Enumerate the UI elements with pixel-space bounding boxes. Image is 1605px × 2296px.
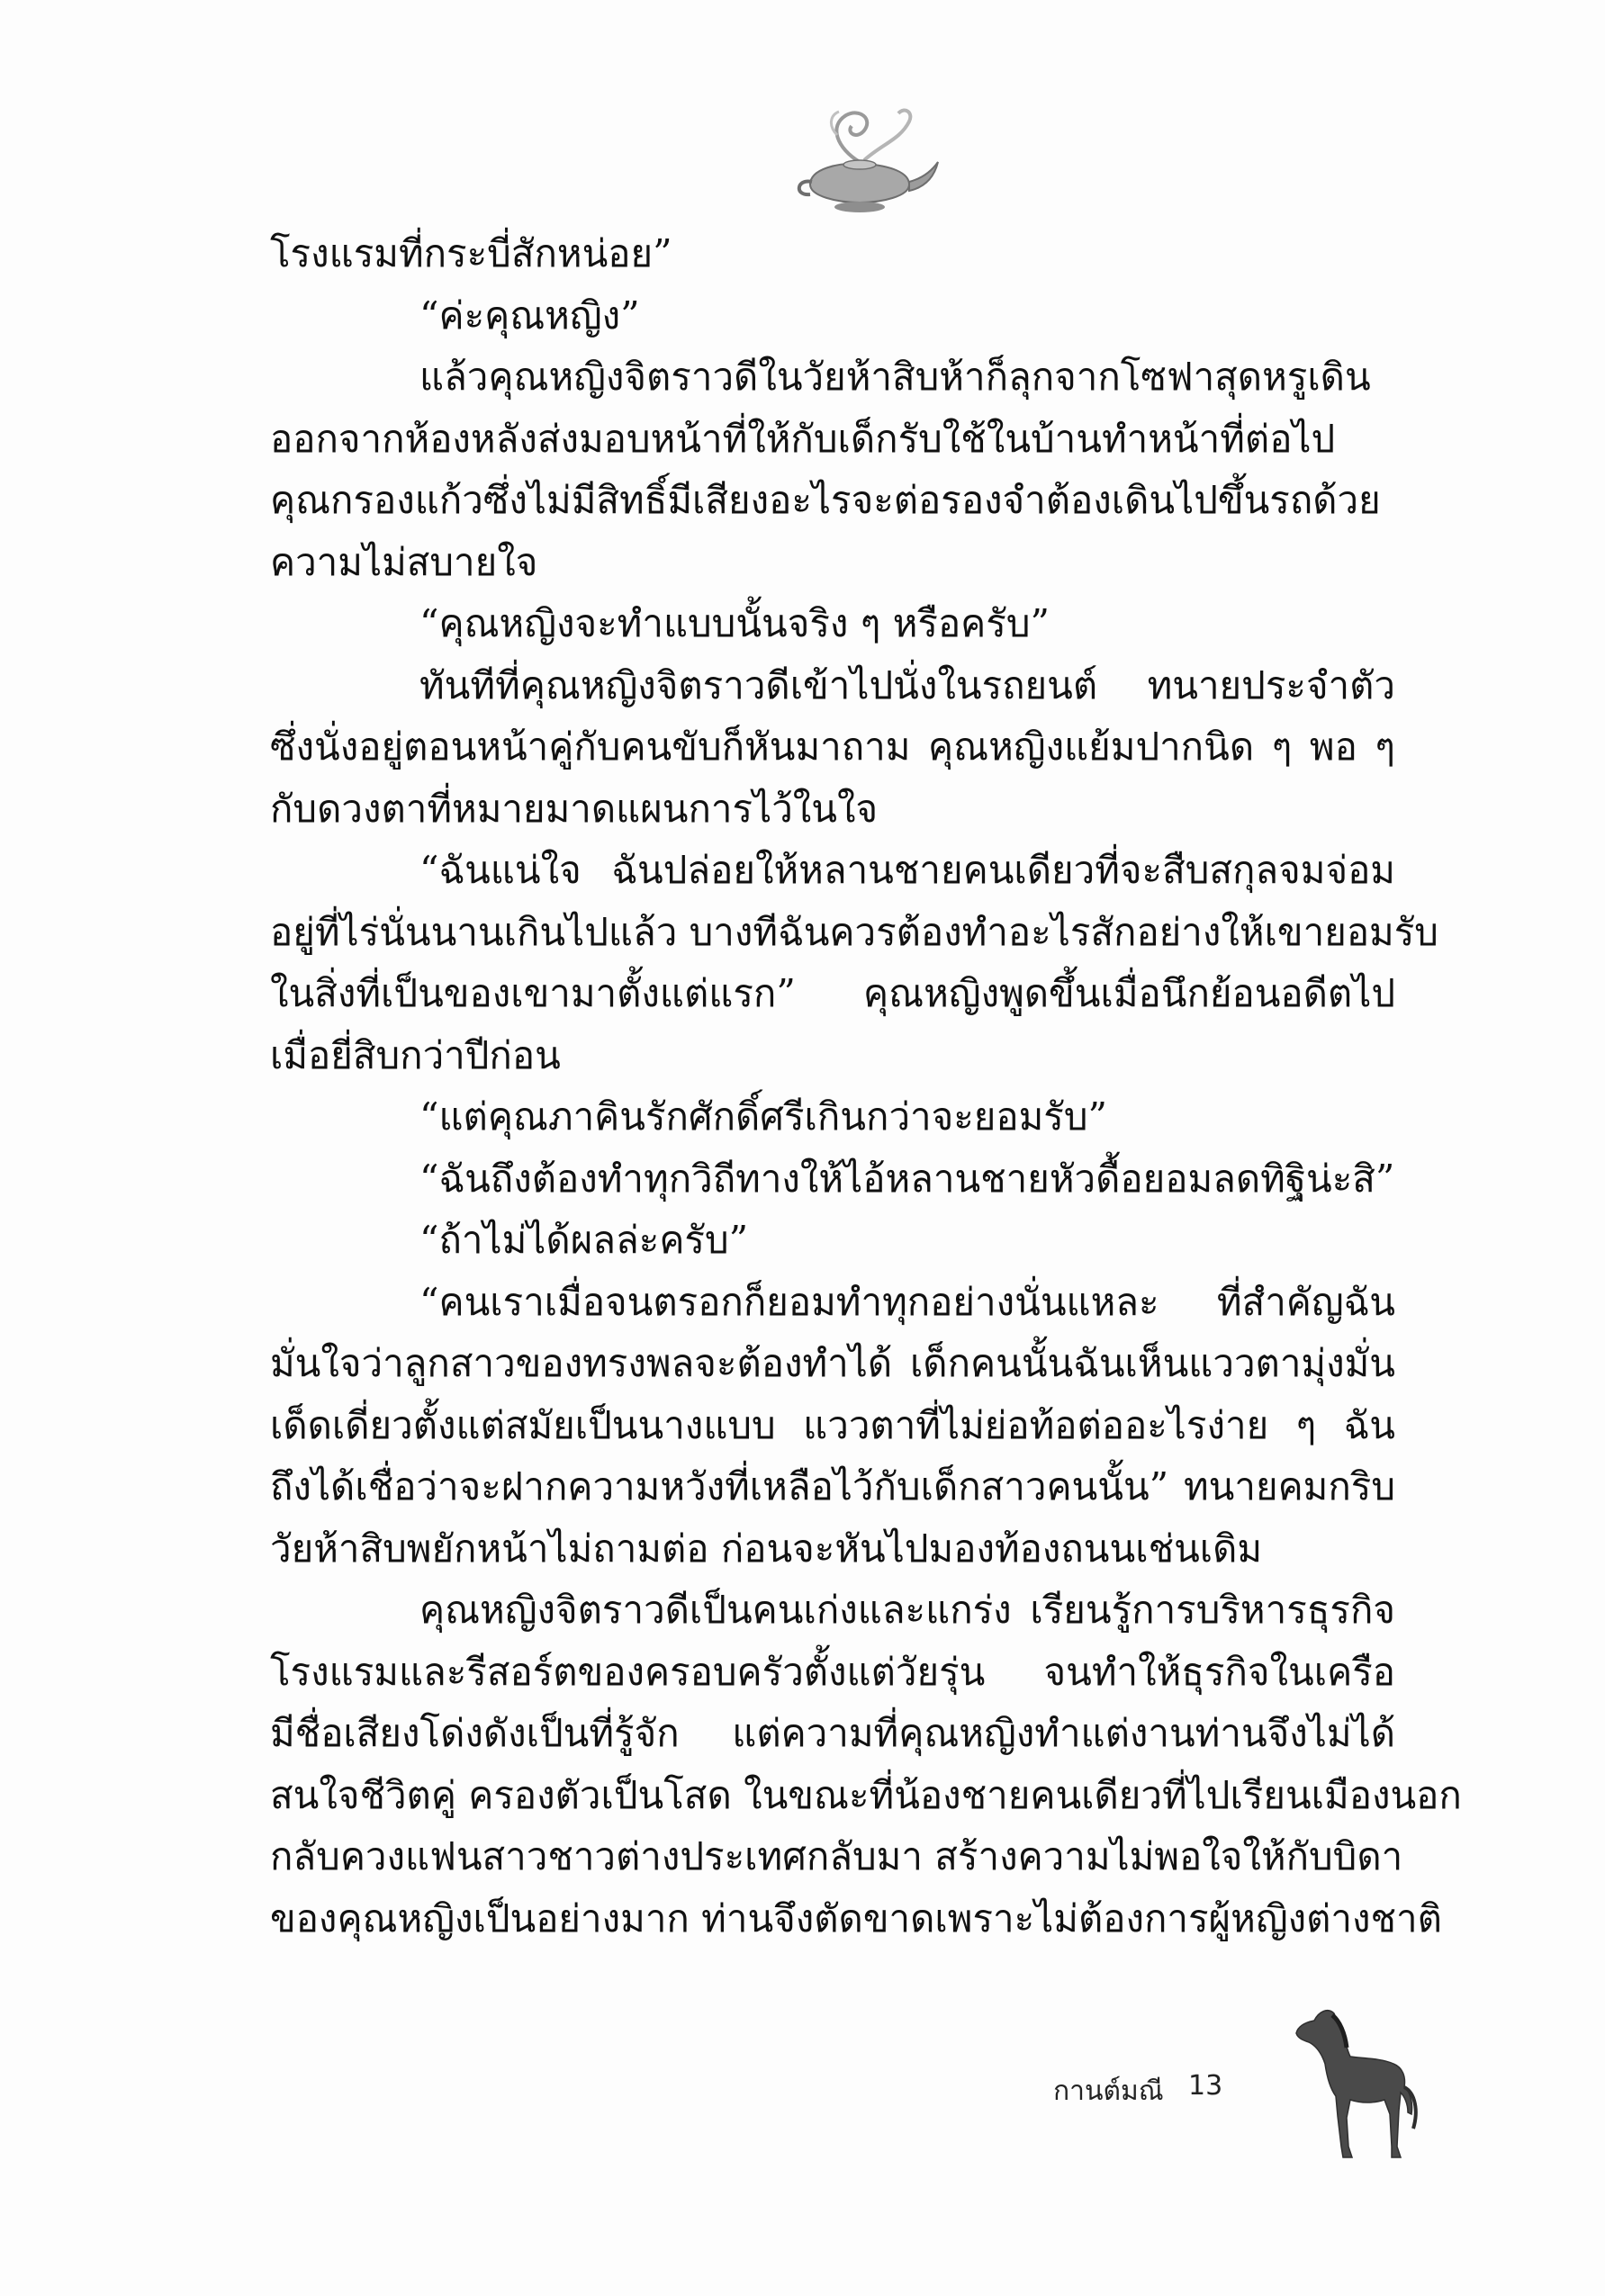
text-line: แล้วคุณหญิงจิตราวดีในวัยห้าสิบห้าก็ลุกจากโซฟาสุดหรูเดิน [419,355,1371,399]
text-line: มีชื่อเสียงโด่งดังเป็นที่รู้จัก แต่ความที่คุณหญิงทำแต่งานท่านจึงไม่ได้ [270,1711,1395,1755]
text-line: กลับควงแฟนสาวชาวต่างประเทศกลับมา สร้างความไม่พอใจให้กับบิดา [270,1834,1403,1878]
text-line: ทันทีที่คุณหญิงจิตราวดีเข้าไปนั่งในรถยนต์ ทนายประจำตัว [419,662,1395,707]
body-text [270,223,1462,1949]
text-line: วัยห้าสิบพยักหน้าไม่ถามต่อ ก่อนจะหันไปมองท้องถนนเช่นเดิม [270,1526,1263,1571]
text-line: ในสิ่งที่เป็นของเขามาตั้งแต่แรก” คุณหญิงพูดขึ้นเมื่อนึกย้อนอดีตไป [270,971,1395,1015]
text-line: โรงแรมที่กระบี่สักหน่อย” [270,231,672,275]
text-line: “แต่คุณภาคินรักศักดิ์ศรีเกินกว่าจะยอมรับ” [419,1094,1107,1139]
text-line: คุณกรองแก้วซึ่งไม่มีสิทธิ์มีเสียงอะไรจะต่อรองจำต้องเดินไปขึ้นรถด้วย [270,478,1381,522]
text-line: เด็ดเดี่ยวตั้งแต่สมัยเป็นนางแบบ แววตาที่ไม่ย่อท้อต่ออะไรง่าย ๆ ฉัน [270,1402,1395,1447]
text-line: มั่นใจว่าลูกสาวของทรงพลจะต้องทำได้ เด็กคนนั้นฉันเห็นแววตามุ่งมั่น [270,1341,1395,1385]
text-line: ออกจากห้องหลังส่งมอบหน้าที่ให้กับเด็กรับใช้ในบ้านทำหน้าที่ต่อไป [270,416,1336,461]
text-line: “ค่ะคุณหญิง” [419,293,640,338]
text-line: เมื่อยี่สิบกว่าปีก่อน [270,1032,561,1077]
text-line: สนใจชีวิตคู่ ครองตัวเป็นโสด ในขณะที่น้องชายคนเดียวที่ไปเรียนเมืองนอก [270,1772,1462,1817]
text-line: “ฉันถึงต้องทำทุกวิถีทางให้ไอ้หลานชายหัวดื้อยอมลดทิฐิน่ะสิ” [419,1156,1395,1201]
text-line: “คนเราเมื่อจนตรอกก็ยอมทำทุกอย่างนั่นแหละ ที่สำคัญฉัน [419,1279,1395,1324]
text-line: ความไม่สบายใจ [270,539,538,584]
text-line: คุณหญิงจิตราวดีเป็นคนเก่งและแกร่ง เรียนรู้การบริหารธุรกิจ [419,1588,1395,1632]
text-line: โรงแรมและรีสอร์ตของครอบครัวตั้งแต่วัยรุ่น จนทำให้ธุรกิจในเครือ [270,1649,1395,1694]
book-title: กานต์มณี [1053,2075,1164,2107]
text-line: กับดวงตาที่หมายมาดแผนการไว้ในใจ [270,786,879,831]
text-line: อยู่ที่ไร่นั่นนานเกินไปแล้ว บางทีฉันควรต้องทำอะไรสักอย่างให้เขายอมรับ [270,909,1438,954]
text-line: “ถ้าไม่ได้ผลล่ะครับ” [419,1218,749,1262]
page-number: 13 [1188,2070,1223,2102]
horse-icon [1287,2003,1422,2165]
text-line: ถึงได้เชื่อว่าจะฝากความหวังที่เหลือไว้กับเด็กสาวคนนั้น” ทนายคมกริบ [270,1464,1395,1508]
text-line: ของคุณหญิงเป็นอย่างมาก ท่านจึงตัดขาดเพราะไม่ต้องการผู้หญิงต่างชาติ [270,1895,1442,1940]
text-line: ซึ่งนั่งอยู่ตอนหน้าคู่กับคนขับก็หันมาถาม คุณหญิงแย้มปากนิด ๆ พอ ๆ [270,725,1395,769]
text-line: “ฉันแน่ใจ ฉันปล่อยให้หลานชายคนเดียวที่จะสืบสกุลจมจ่อม [419,848,1395,892]
genie-lamp-icon [774,99,945,216]
text-line: “คุณหญิงจะทำแบบนั้นจริง ๆ หรือครับ” [419,601,1050,645]
